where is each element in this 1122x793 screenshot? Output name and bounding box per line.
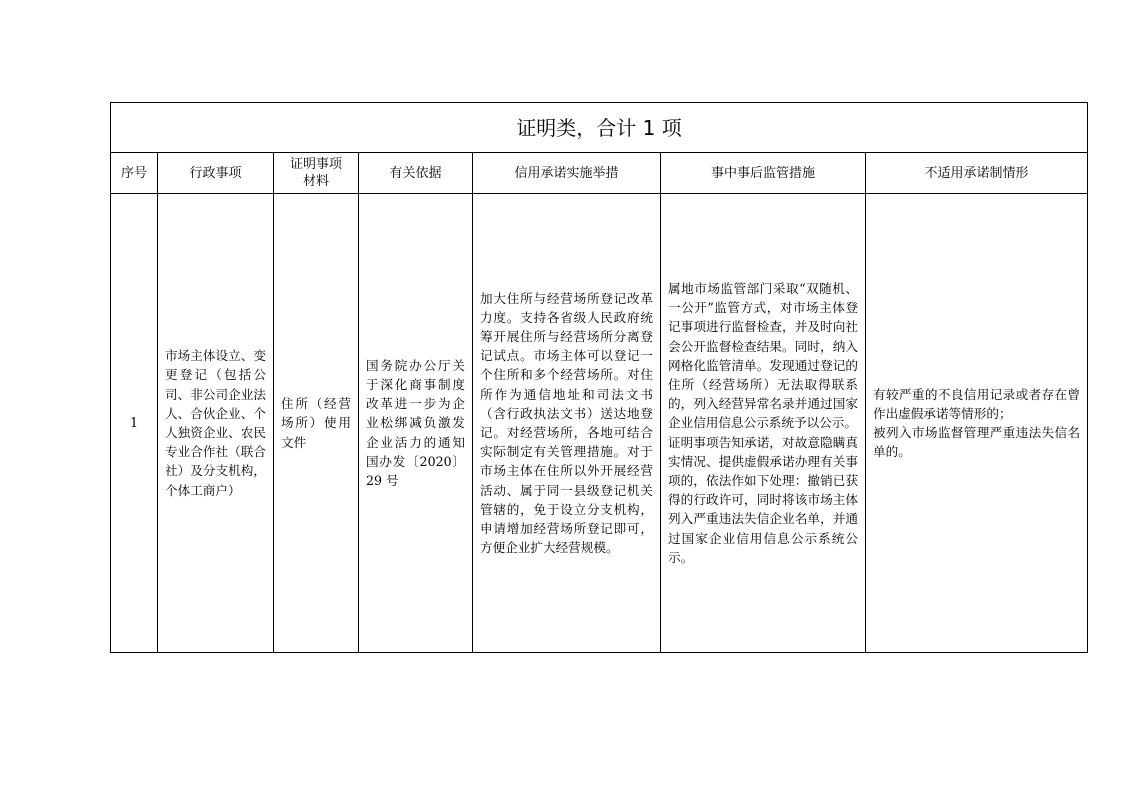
table-title: 证明类，合计 1 项	[111, 103, 1088, 153]
header-item: 行政事项	[158, 153, 274, 194]
header-exclusion: 不适用承诺制情形	[866, 153, 1088, 194]
row-index: 1	[111, 194, 158, 653]
row-item: 市场主体设立、变更登记（包括公司、非公司企业法人、合伙企业、个人独资企业、农民专业合作社（联合社）及分支机构，个体工商户）	[165, 348, 266, 498]
header-index: 序号	[111, 153, 158, 194]
header-row	[111, 153, 1088, 194]
row-measures: 加大住所与经营场所登记改革力度。支持各省级人民政府统筹开展住所与经营场所分离登记试点。市场主体可以登记一个住所和多个经营场所。对住所作为通信地址和司法文书（含行政执法文书）送达地登记。对经营场所，各地可结合实际制定有关管理措施。对于市场主体在住所以外开展经营活动、属于同一县级登记机关管辖的，免于设立分支机构，申请增加经营场所登记即可，方便企业扩大经营规模。	[480, 290, 653, 556]
row-basis-cell	[359, 194, 473, 653]
certification-table	[110, 102, 1088, 653]
row-supervision-cell	[661, 194, 866, 653]
header-supervision: 事中事后监管措施	[661, 153, 866, 194]
row-supervision: 属地市场监管部门采取“双随机、一公开”监管方式，对市场主体登记事项进行监督检查，并及时向社会公开监督检查结果。同时，纳入网格化监管清单。发现通过登记的住所（经营场所）无法取得联系的，列入经营异常名录并通过国家企业信用信息公示系统予以公示。 证明事项告知承诺，对故意隐瞒真实情况、提供虚假承诺办理有关事项的，依法作如下处理：撤销已获得的行政许可，同时将该市场主体列入严重违法失信企业名单，并通过国家企业信用信息公示系统公示。	[668, 280, 858, 565]
header-material-label: 证明事项材料	[289, 157, 342, 189]
row-material-cell	[274, 194, 359, 653]
row-basis: 国务院办公厅关于深化商事制度改革进一步为企业松绑减负激发企业活力的通知国办发〔2020〕29 号	[366, 357, 465, 488]
row-item-cell	[158, 194, 274, 653]
header-measures: 信用承诺实施举措	[473, 153, 661, 194]
header-material	[274, 153, 359, 194]
row-measures-cell	[473, 194, 661, 653]
header-basis: 有关依据	[359, 153, 473, 194]
row-exclusion: 有较严重的不良信用记录或者存在曾作出虚假承诺等情形的； 被列入市场监督管理严重违法失信名单的。	[873, 386, 1081, 460]
table-row	[111, 194, 1088, 653]
row-material: 住所（经营场所）使用文件	[281, 396, 351, 450]
row-exclusion-cell	[866, 194, 1088, 653]
